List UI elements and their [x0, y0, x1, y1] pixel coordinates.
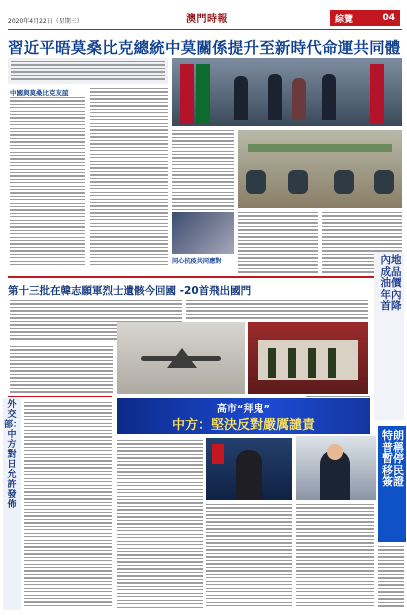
- article-takaichi-1: [117, 440, 203, 608]
- header-rule: [8, 29, 402, 30]
- vertical-headline-oil: 內地成品油價年內首降: [380, 254, 402, 312]
- vertical-headline-japan: 外交部：中方對日允許發佈: [4, 400, 23, 510]
- photo-meeting-top: [172, 58, 402, 126]
- banner-kicker: 高市“拜鬼”: [216, 404, 271, 415]
- lead-paragraph: [8, 58, 168, 84]
- date-line: 2020年4月22日（星期三）: [8, 18, 83, 25]
- subhead-1: 中國與莫桑比克友誼: [10, 89, 69, 97]
- vertical-headline-trump: 特朗普稱暫停移民簽證: [382, 429, 404, 488]
- second-headline: 第十三批在韓志願軍烈士遺骸今回國 -20首飛出國門: [8, 285, 252, 297]
- section-label: 綜覽: [335, 14, 354, 25]
- section-divider: [8, 276, 402, 278]
- photo-trump: [296, 436, 376, 500]
- page-number: 04: [382, 13, 395, 23]
- article-column-4: [238, 212, 318, 274]
- main-headline: 習近平晤莫桑比克總統中莫關係提升至新時代命運共同體: [8, 39, 401, 57]
- article-trump: [296, 504, 374, 608]
- article-column-2: [90, 88, 168, 265]
- photo-ceremony: [248, 322, 368, 394]
- article-column-1: [10, 97, 85, 265]
- article-2-intro-right: [186, 300, 368, 320]
- section-badge: [330, 10, 400, 26]
- bottom-divider: [8, 396, 112, 397]
- subhead-2: 同心抗疫共同應對: [172, 258, 222, 265]
- photo-talks: [238, 130, 402, 208]
- masthead-logo: 澳門時報: [186, 14, 228, 25]
- article-japan: [24, 402, 112, 606]
- article-takaichi-2: [206, 504, 292, 608]
- banner-takaichi: [117, 398, 370, 434]
- article-trump-2: [378, 546, 404, 608]
- photo-delegates: [172, 212, 234, 254]
- article-column-3: [172, 130, 234, 210]
- banner-headline: 中方：堅決反對嚴厲譴責: [171, 418, 315, 433]
- photo-spokesperson: [206, 438, 292, 500]
- article-2-column: [10, 346, 113, 394]
- photo-aircraft: [117, 322, 245, 394]
